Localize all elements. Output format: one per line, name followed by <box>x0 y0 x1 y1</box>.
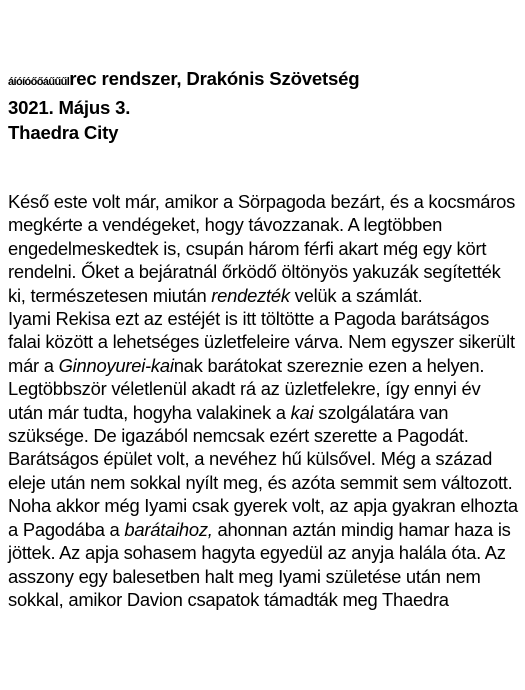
p2-text-a: Iyami Rekisa ezt az estéjét is itt töltötte a Pagoda barátságos falai között a lehetséges üzletfeleire várva. Nem egyszer sikerült már a <box>8 308 515 376</box>
p2-text-c: szolgálatára van szüksége. De igazából nemcsak ezért szerette a Pagodát. Barátságos épület volt, a nevéhez hű külsővel. Még a század eleje után nem sokkal nyílt meg, és azóta semmit sem változott. Noha akkor még Iyami csak gyerek volt, az apja gyakran elhozta a Pagodába a <box>8 401 518 540</box>
header-date: 3021. Május 3. <box>8 97 131 118</box>
p1-text-a: Késő este volt már, amikor a Sörpagoda bezárt, és a kocsmáros megkérte a vendégeket, hogy távozzanak. A legtöbben engedelmeskedtek is, csupán három férfi akart még egy kört rendelni. Őket a bejáratnál őrködő öltönyös yakuzák segítették ki, természetesen miután <box>8 191 516 306</box>
paragraph-1 <box>8 190 520 307</box>
garbled-prefix: áíóíóőőáűűűl <box>8 76 70 88</box>
p1-emphasis: rendezték <box>211 284 290 306</box>
document-body <box>8 190 520 611</box>
header-title-line <box>8 66 520 95</box>
paragraph-2 <box>8 307 520 611</box>
header-title: rec rendszer, Drakónis Szövetség <box>69 68 360 89</box>
p2-text-b: nak barátokat szereznie ezen a helyen. Legtöbbször véletlenül akadt rá az üzletfelekre, így ennyi év után már tudta, hogyha valakinek a <box>8 354 485 423</box>
p2-emphasis-1: Ginnoyurei-kai <box>58 354 174 376</box>
p2-text-d: ahonnan aztán mindig hamar haza is jöttek. Az apja sohasem hagyta egyedül az anyja halála óta. Az asszony egy balesetben halt meg Iyami születése után nem sokkal, amikor Davion csapatok támadták meg Thaedra <box>8 518 511 610</box>
header-place: Thaedra City <box>8 122 119 143</box>
document-header <box>8 66 520 145</box>
p1-text-b: velük a számlát. <box>289 284 423 306</box>
p2-emphasis-2: kai <box>290 401 314 423</box>
p2-emphasis-3: barátaihoz, <box>124 518 213 540</box>
